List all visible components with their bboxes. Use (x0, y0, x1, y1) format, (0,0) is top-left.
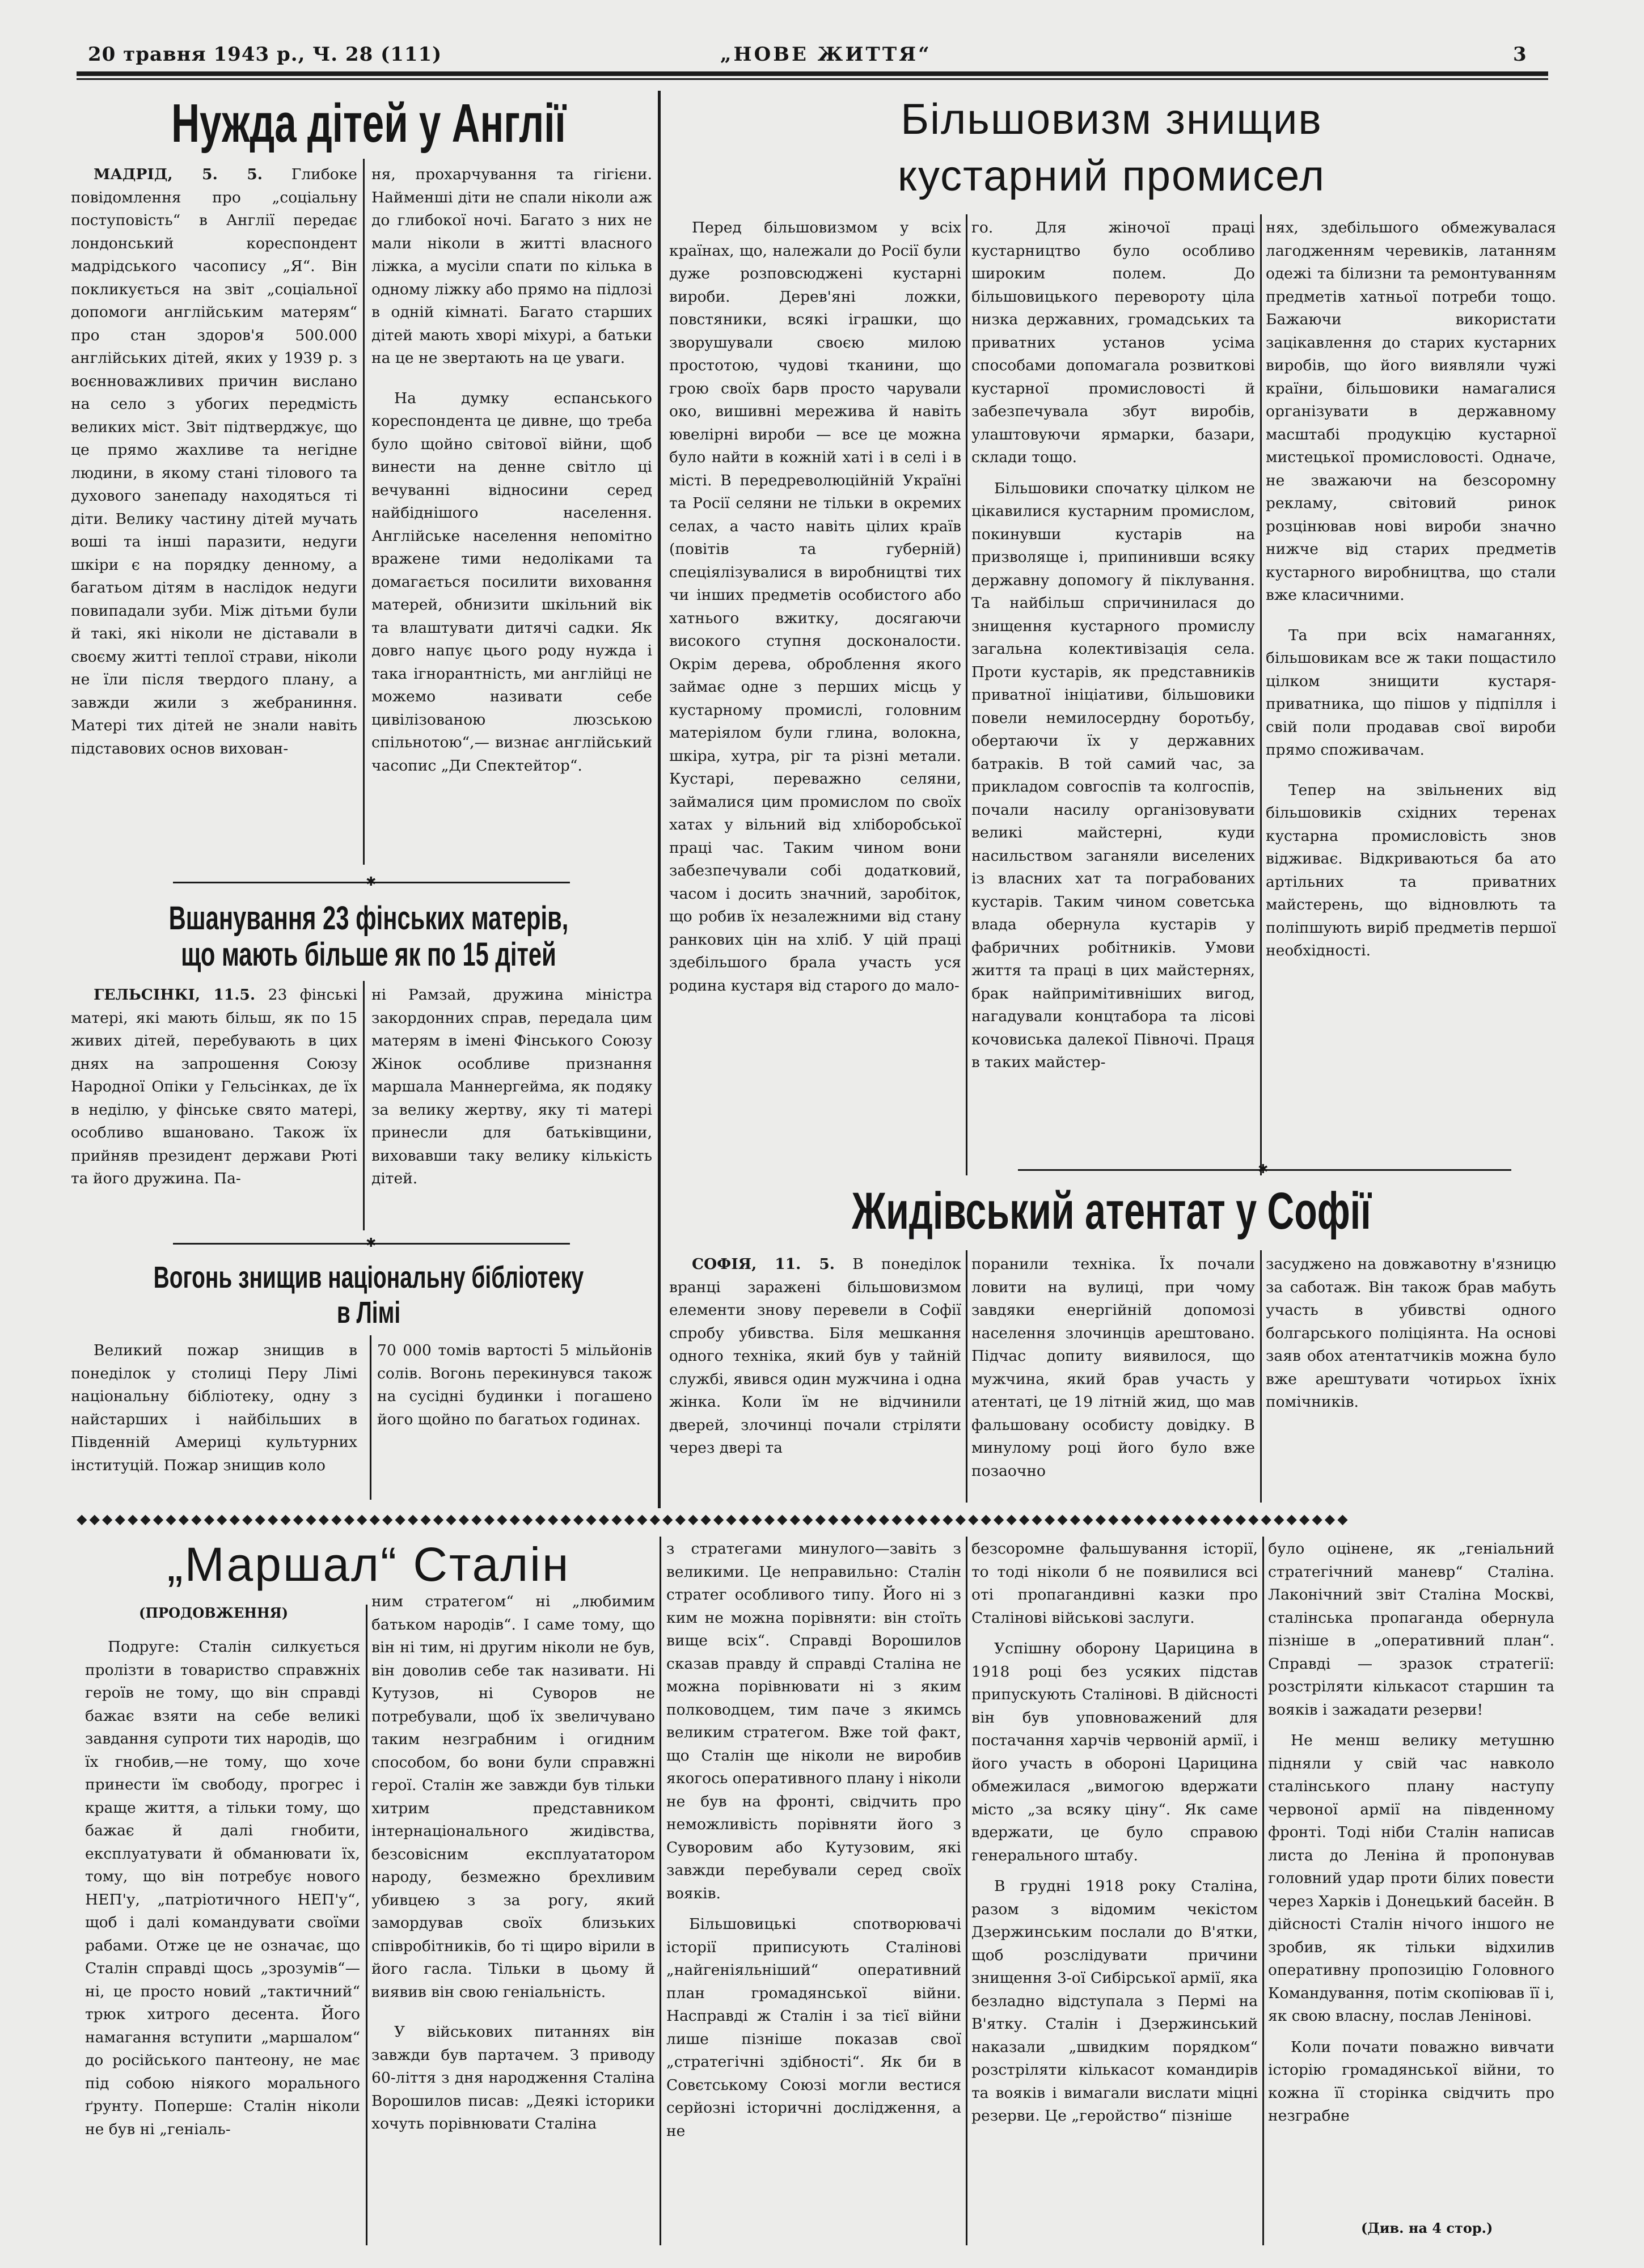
stalin-divider-2 (660, 1537, 661, 2245)
finnish-headline-line-2: що мають більше як по 15 дітей (181, 936, 556, 973)
finnish-column-1 (71, 984, 357, 1230)
sofia-col1-text: В понеділок вранці заражені більшовизмом елементи знову перевели в Софії спробу убивства. Біля мешкання одного техніка, який був у тайній службі, явився один мужчина і одна жінка. Коли їм не відчинили дверей, злочинці почали стріляти через двері та (669, 1255, 961, 1457)
stalin-col5-p2: Не менш велику метушню підняли у свій час навколо сталінського плану наступу червоної армії на південному фронті. Тоді ніби Сталін написав листа до Леніна й пропонував головний удар проти білих повести через Харків і Донецький басейн. В дійсності Сталін нічого іншого не зробив, як тільки відхилив оперативну пропозицію Головного Командування, потім скопіював її і, як свою власну, послав Ленінові. (1268, 1732, 1554, 2025)
crafts-col3-p1: нях, здебільшого обмежувалася лагодженням черевиків, латанням одежі та білизни та ремонтуванням предметів хатньої потреби тощо. Бажаючи використати зацікавлення до старих кустарних виробів, що його виявляли чужі країни, більшовики намагалися організувати в державному масштабі продукцію кустарної мистецької промисловості. Одначе, не зважаючи на безсоромну рекламу, світовий ринок розцінював нові вироби значно нижче від старих предметів кустарного виробництва, що стали вже класичними. (1266, 219, 1556, 604)
lima-column-1 (71, 1339, 357, 1501)
stalin-subhead: (ПРОДОВЖЕННЯ) (139, 1605, 289, 1621)
finnish-headline-line-1: Вшанування 23 фінських матерів, (168, 900, 569, 937)
stalin-divider-4 (1262, 1537, 1264, 2245)
masthead-paper-name: „НОВЕ ЖИТТЯ“ (720, 43, 932, 66)
stalin-col5-p1: було оцінене, як „геніальний стратегічний маневр“ Сталіна. Лаконічний звіт Сталіна Москві, сталінська пропаганда обернула пізніше в „оперативний план“. Справді — зразок стратегії: розстріляти кількасот старшин та вояків і зажадати резерви! (1268, 1540, 1554, 1719)
stalin-column-1 (85, 1636, 360, 2237)
children-column-2 (371, 163, 652, 878)
stalin-col2-p1: ним стратегом“ ні „любимим батьком народів“. І саме тому, що він ні тим, ні другим ніколи не був, він доволив себе так називати. Ні Кутузов, ні Суворов не потребували, щоб їх звеличувано таким незграбним і огидним способом, бо вони були справжні герої. Сталін же завжди був тільки хитрим представником інтернаціонального жидівства, безсовісним експлуататором народу, безмежно брехливим убивцею з за рогу, який замордував своїх близьких співробітників, бо ті щиро вірили в його гасла. Тільки в цьому й виявив він свою геніальність. (371, 1593, 655, 2001)
stalin-col3-p1: з стратегами минулого—завіть з великими. Це неправильно: Сталін стратег особливого типу. Його ні з ким не можна порівняти: він стоїть вище всіх“. Справді Ворошилов сказав правду й справді Сталіна не можна порівнювати ні з яким полководцем, тим паче з якимсь великим стратегом. Вже той факт, що Сталін ще ніколи не виробив якогось оперативного плану і ніколи не був на фронті, свідчить про неможливість порівняти його з Суворовим або Кутузовим, які завжди перебували серед своїх вояків. (666, 1540, 961, 1902)
children-headline: Нужда дітей у Англії (171, 93, 566, 154)
stalin-col4-p3: В грудні 1918 року Сталіна, разом з відомим чекістом Дзержинським послали до В'ятки, щоб розслідувати причини знищення 3-ої Сибірської армії, яка безладно відступала з Пермі на В'ятку. Сталін і Дзержинський наказали „швидким порядком“ розстріляти кількасот командирів та вояків і вимагали вислати міцні резерви. Це „геройство“ пізніше (971, 1877, 1258, 2125)
crafts-col2-p2: Більшовики спочатку цілком не цікавилися кустарним промислом, покинувши кустарів на призволяще і, припинивши всяку державну допомогу й піклування. Та найбільш спричинилася до знищення кустарного промислу загальна колективізація села. Проти кустарів, як представників приватної ініціативи, більшовики повели немилосердну боротьбу, обертаючи їх у державних батраків. В той самий час, за прикладом совгоспів та колгоспів, почали насилу організовувати великі майстерні, куди насильством заганяли виселених із власних хат та пограбованих кустарів. Таким чином советська влада обернула кустарів у фабричних робітників. Умови життя та праці в цих майстернях, брак найпримітивніших вигод, нагадували концтабора та лісові кочовиська далекої Півночі. Праця в таких майстер- (971, 479, 1255, 1071)
stalin-column-3 (666, 1538, 961, 2242)
lima-column-2 (377, 1339, 652, 1501)
crafts-col3-p3: Тепер на звільнених від більшовиків східних теренах кустарна промисловість знов відживає. Відкриваються ба ато артільних та приватних майстерень, що відновлють та поліпшують виріб предметів першої необхідності. (1266, 781, 1556, 959)
column-divider-main (658, 91, 661, 1508)
crafts-headline-line-2: кустарний промисел (897, 152, 1326, 200)
lima-headline-line-1: Вогонь знищив національну бібліотеку (153, 1260, 584, 1294)
stalin-column-5 (1268, 1538, 1554, 2218)
crafts-headline-line-1: Більшовизм знищив (901, 95, 1322, 143)
stalin-col2-p2: У військових питаннях він завжди був партачем. З приводу 60-ліття з дня народження Сталіна Ворошилов писав: „Деякі історики хочуть порівнювати Сталіна (371, 2023, 655, 2132)
section-dot-border: ◆◆◆◆◆◆◆◆◆◆◆◆◆◆◆◆◆◆◆◆◆◆◆◆◆◆◆◆◆◆◆◆◆◆◆◆◆◆◆◆◆◆◆◆◆◆◆◆◆◆◆◆◆◆◆◆◆◆◆◆◆◆◆◆◆◆◆◆◆◆◆◆◆◆◆◆◆◆◆◆◆◆◆◆◆◆◆◆◆◆◆◆◆◆◆◆◆◆◆◆ (77, 1511, 1350, 1527)
crafts-divider-2 (1260, 214, 1262, 1175)
finnish-dateline: ГЕЛЬСІНКІ, 11.5. (94, 986, 256, 1004)
masthead-rule-thin (77, 78, 1548, 80)
sofia-column-1 (669, 1253, 961, 1503)
stalin-col3-p2: Більшовицькі спотворювачі історії приписують Сталінові „найгеніяльніший“ оперативний план громадянської війни. Насправді ж Сталін і за тієї війни лише пізніше показав свої „стратегічні здібності“. Як би в Совєтському Союзі могли вестися серйозні історичні дослідження, а не (666, 1915, 961, 2140)
stalin-headline: „Маршал“ Сталін (167, 1538, 570, 1591)
finnish-column-2 (371, 984, 652, 1230)
stalin-column-4 (971, 1538, 1258, 2242)
crafts-col2-p1: го. Для жіночої праці кустарництво було особливо широким полем. До більшовицького перевороту ціла низка державних, громадських та приватних установ усіма способами допомагала розвиткові кустарної промисловості й забезпечувала збут виробів, улаштовуючи ярмарки, базари, склади тощо. (971, 219, 1255, 466)
finnish-col1-text: 23 фінські матері, які мають більш, як по 15 живих дітей, перебувають в цих днях на запрошення Союзу Народної Опіки у Гельсінках, де їх в неділю, у фінське свято матері, особливо вшановано. Також їх прийняв президент держави Рюті та його дружина. Па- (71, 986, 357, 1187)
stalin-divider-1 (366, 1605, 367, 2245)
finnish-column-divider (363, 981, 365, 1230)
children-dateline: МАДРІД, 5. 5. (94, 166, 263, 183)
children-column-1 (71, 163, 357, 830)
lima-headline-line-2: в Лімі (336, 1296, 401, 1330)
masthead-date-issue: 20 травня 1943 р., Ч. 28 (111) (88, 43, 442, 66)
crafts-column-3 (1266, 217, 1556, 1172)
children-col2-p1: ня, прохарчування та гігієни. Найменші діти не спали ніколи аж до глибокої ночі. Багато з них не мали ніколи в житті власного ліжка, а мусіли спати по кілька в одному ліжку або прямо на підлозі в одній кімнаті. Багато старших дітей мають хворі міхурі, а батьки на це не звертають на це уваги. (371, 166, 652, 367)
crafts-col3-p2: Та при всіх намаганнях, більшовикам все ж таки пощастило цілком знищити кустаря-приватника, що пішов у підпілля і свій поли продавав свої вироби прямо споживачам. (1266, 626, 1556, 759)
children-column-divider (363, 159, 365, 865)
sofia-col2-text: поранили техніка. Їх почали ловити на вулиці, при чому завдяки енергійній допомозі населення злочинців арештовано. Підчас допиту виявилося, що мужчина, який брав участь у атентаті, це 19 літній жид, що мав фальшовану особисту довідку. В минулому році його було вже позаочно (971, 1255, 1255, 1480)
lima-col1-text: Великий пожар знищив в понеділок у столиці Перу Лімі національну бібліотеку, одну з найстарших і найбільших в Південній Америці культурних інституцій. Пожар знищив коло (71, 1342, 357, 1474)
stalin-col4-p1: безсоромне фальшування історії, то тоді ніколи б не появилися всі оті пропагандивні казки про Сталінові військові заслуги. (971, 1540, 1258, 1627)
children-col1-text: Глибоке повідомлення про „соціальну поступовість“ в Англії передає лондонський кореспондент мадрідського часопису „Я“. Він покликується на звіт „соціальної допомоги англійським матерям“ про стан здоров'я 500.000 англійських дітей, яких у 1939 р. з воєнноважливих причин вислано на село з убогих передмість великих міст. Звіт підтверджує, що це прямо жахливе та негідне людини, в якому стані тілового та духового занепаду находяться ті діти. Велику частину дітей мучать воші та інші паразити, недуги шкіри є на порядку денному, а багатьом дітям в наслідок недуги повипадали зуби. Між дітьми були й такі, які ніколи не діставали в своєму житті теплої страви, ніколи не їли після твердого плану, а завжди жили з жебраниння. Матері тих дітей не знали навіть підставових основ вихован- (71, 166, 357, 758)
masthead-page-number: 3 (1513, 43, 1527, 66)
crafts-column-2 (971, 217, 1255, 1172)
sofia-col3-text: засуджено на довжавотну в'язницю за саботаж. Він також брав мабуть участь в убивстві одного болгарського поліціянта. На основі заяв обох атентатчиків можна було вже арештувати чотирьох їхніх помічників. (1266, 1255, 1556, 1411)
finnish-col2-text: ні Рамзай, дружина міністра закордонних справ, передала цим матерям в імені Фінського Союзу Жінок особливе признання маршала Маннергейма, як подяку за велику жертву, яку ті матері принесли для батьківщини, виховавши таку велику кількість дітей. (371, 986, 652, 1187)
lima-column-divider (370, 1335, 371, 1500)
crafts-col1-text: Перед більшовизмом у всіх країнах, що, належали до Росії були дуже розповсюджені кустарні вироби. Дерев'яні ложки, повстяники, всякі іграшки, що зворушували своєю милою простотою, чудові тканини, що грою своїх барв просто чарували око, вишивні мережива й навіть ювелірні вироби — все це можна було найти в кожній хаті і в селі і в місті. В передреволюційній Україні та Росії селяни не тільки в окремих селах, а часто навіть цілих країв (повітів та губерній) спеціялізувалися в виробництві тих чи інших предметів особистого або хатнього вжитку, досягаючи високого ступня досконалости. Окрім дерева, оброблення якого займає одне з перших місць у кустарному промислі, головним матеріялом були глина, волокна, шкіра, хутра, ріг та різні метали. Кустарі, переважно селяни, займалися цим промислом по своїх хатах у вільний від хліборобської праці час. Таким чином вони забезпечували собі додатковий, часом і досить значний, заробіток, що робив їх незалежними від стану ранкових цін на хліб. У цій праці здебільшого брала участь уся родина кустаря від старого до мало- (669, 219, 961, 995)
stalin-col4-p2: Успішну оборону Царицина в 1918 році без усяких підстав припускують Сталінові. В дійсності він був уповноважений для постачання харчів червоній армії, і його участь в обороні Царицина обмежилася „вимогою вдержати місто „за всяку ціну“. Як саме вдержати, це було справою генерального штабу. (971, 1640, 1258, 1864)
sofia-divider-1 (966, 1250, 967, 1503)
lima-star-separator: ✱ (366, 1236, 377, 1250)
stalin-continued-note[interactable]: (Див. на 4 стор.) (1361, 2220, 1493, 2236)
masthead-rule-thick (77, 71, 1548, 76)
crafts-column-1 (669, 217, 961, 1172)
lima-col2-text: 70 000 томів вартості 5 мільйонів солів. Вогонь перекинувся також на сусідні будинки і погашено його щойно по багатьох годинах. (377, 1342, 652, 1428)
sofia-column-3 (1266, 1253, 1556, 1503)
sofia-star-separator: ✱ (1258, 1162, 1269, 1177)
sofia-dateline: СОФІЯ, 11. 5. (692, 1255, 835, 1273)
children-col2-p2: На думку еспанського кореспондента це дивне, що треба було щойно світової війни, щоб винести на денне світло ці вечуванні відносини серед найбіднішого населення. Англійське населення непомітно вражене тими недоліками та домагається посилити виховання матерей, обнизити шкільний вік та влаштувати дитячі садки. Як довго напує цього роду нужда і така ігнорантність, ми англійці не можемо називати себе цивілізованою люзською спільнотою“,— визнає англійський часопис „Ди Спектейтор“. (371, 389, 652, 775)
finnish-star-separator: ✱ (366, 875, 377, 889)
stalin-col1-text: Подруге: Сталін силкується пролізти в товариство справжніх героїв не тому, що він справді бажає взяти на себе великі завдання супроти тих народів, що їх гнобив,—не тому, що хоче принести їм свободу, прогрес і краще життя, а тільки тому, що бажає й далі гнобити, експлуатувати й обманювати їх, тому, що він потребує нового НЕП'у, „патріотичного НЕП'у“, щоб і далі командувати своїми рабами. Отже це не означає, що Сталін справді щось „зрозумів“—ні, це просто новий „тактичний“ трюк хитрого десента. Його намагання вступити „маршалом“ до російського пантеону, не має під собою ніякого морального ґрунту. Поперше: Сталін ніколи не був ні „геніаль- (85, 1638, 360, 2138)
stalin-col5-p3: Коли почати поважно вивчати історію громадянської війни, то кожна її сторінка свідчить про незграбне (1268, 2038, 1554, 2125)
crafts-divider-1 (966, 214, 967, 1175)
sofia-divider-2 (1260, 1250, 1262, 1503)
stalin-column-2 (371, 1590, 655, 2242)
sofia-column-2 (971, 1253, 1255, 1503)
stalin-divider-3 (966, 1537, 967, 2245)
sofia-headline: Жидівський атентат у Софії (852, 1182, 1371, 1240)
